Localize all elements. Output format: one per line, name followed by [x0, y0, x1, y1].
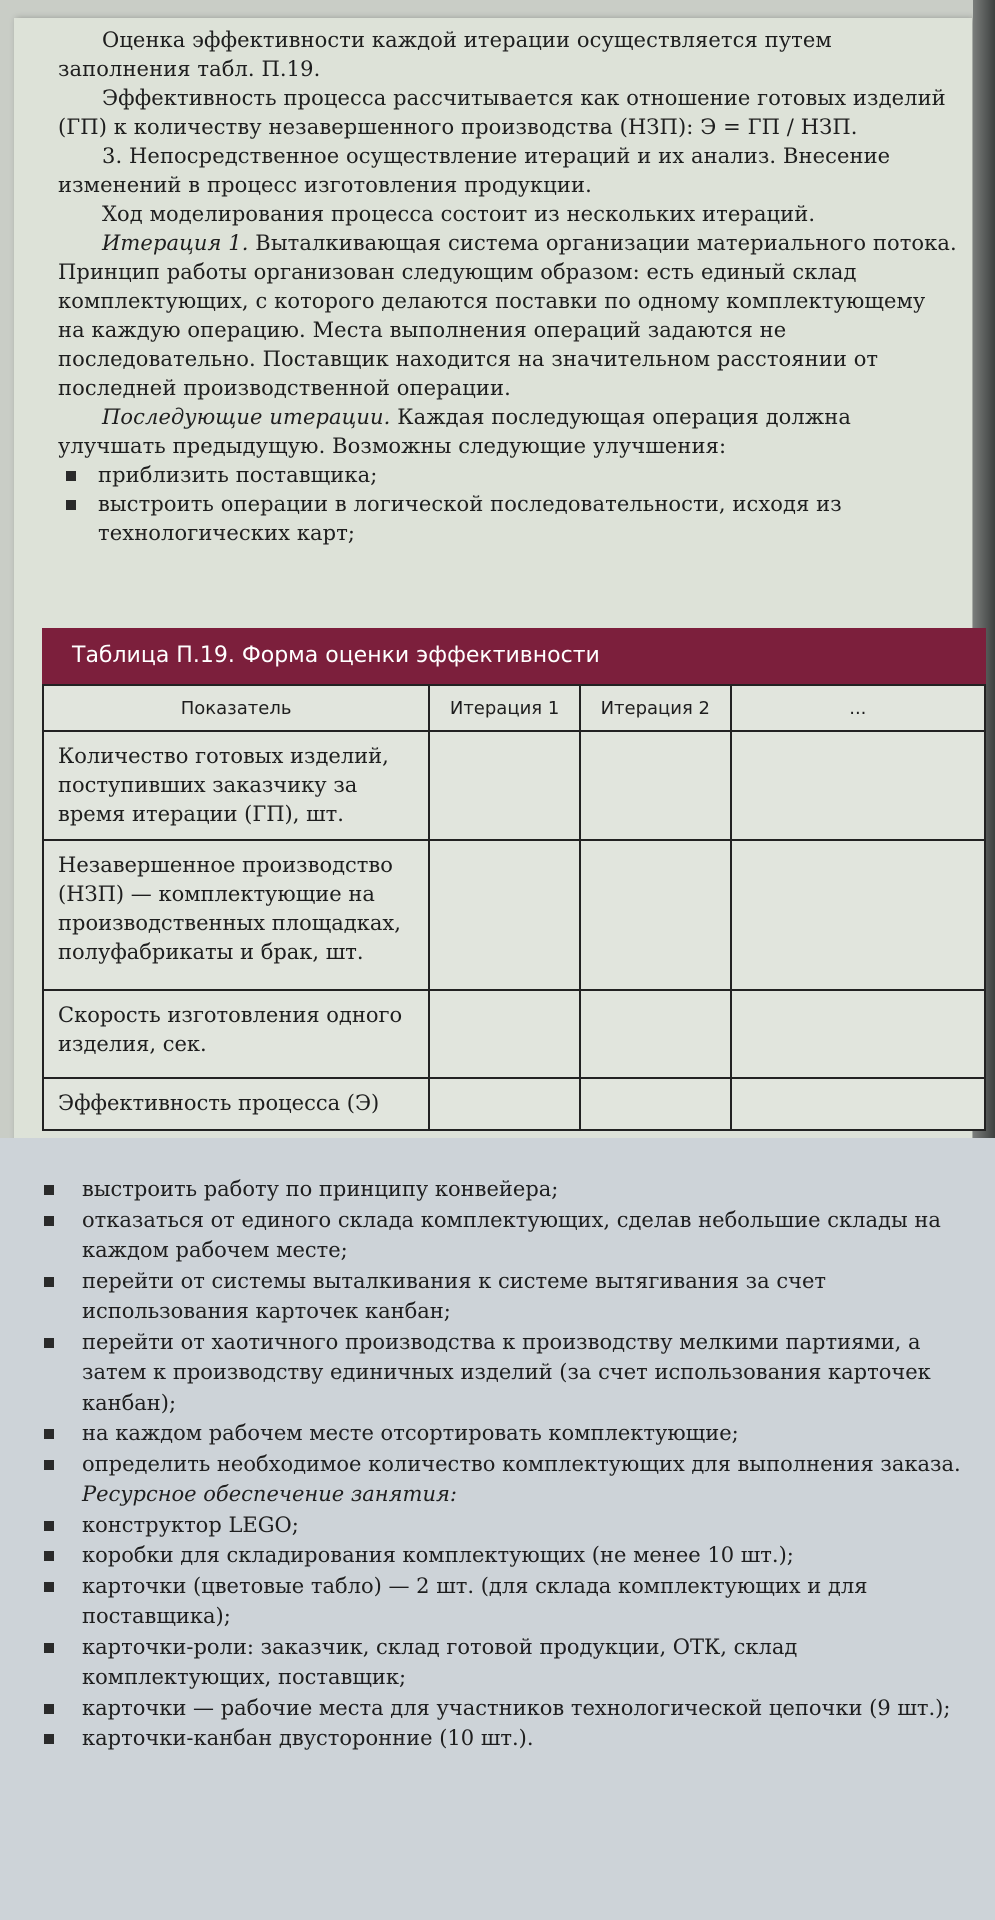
list-item: карточки-роли: заказчик, склад готовой продукции, ОТК, склад комплектующих, поставщик; — [38, 1632, 968, 1693]
list-item: выстроить работу по принципу конвейера; — [38, 1174, 968, 1205]
table-cell — [731, 990, 985, 1078]
list-item: перейти от хаотичного производства к производству мелкими партиями, а затем к производству единичных изделий (за счет использования карточек канбан); — [38, 1327, 968, 1419]
list-item: перейти от системы выталкивания к системе вытягивания за счет использования карточек канбан; — [38, 1266, 968, 1327]
row-label-wip: Незавершенное производство (НЗП) — комплектующие на производственных площадках, полуфабрикаты и брак, шт. — [43, 840, 429, 990]
list-item: коробки для складирования комплектующих (не менее 10 шт.); — [38, 1540, 968, 1571]
paragraph-step-3: 3. Непосредственное осуществление итераций и их анализ. Внесение изменений в процесс изготовления продукции. — [58, 144, 891, 197]
lower-text — [38, 1174, 968, 1754]
table-grid — [42, 684, 986, 1131]
next-iterations-text: Каждая последующая операция должна улучшать предыдущую. Возможны следующие улучшения: — [58, 405, 852, 458]
list-item: карточки (цветовые табло) — 2 шт. (для склада комплектующих и для поставщика); — [38, 1571, 968, 1632]
row-label-speed: Скорость изготовления одного изделия, сек. — [43, 990, 429, 1078]
upper-text — [58, 26, 958, 548]
table-row — [43, 1078, 985, 1130]
table-cell — [580, 840, 731, 990]
header-iteration-2: Итерация 2 — [580, 685, 731, 731]
list-item: карточки-канбан двусторонние (10 шт.). — [38, 1723, 968, 1754]
table-row — [43, 990, 985, 1078]
table-cell — [580, 731, 731, 840]
list-item: приблизить поставщика; — [58, 461, 958, 490]
header-indicator: Показатель — [43, 685, 429, 731]
efficiency-table — [42, 628, 986, 1134]
list-item: конструктор LEGO; — [38, 1510, 968, 1541]
list-item: на каждом рабочем месте отсортировать комплектующие; — [38, 1418, 968, 1449]
table-cell — [429, 731, 580, 840]
table-title: Таблица П.19. Форма оценки эффективности — [42, 628, 986, 684]
improvements-bullet-list — [38, 1174, 968, 1479]
header-iteration-1: Итерация 1 — [429, 685, 580, 731]
table-cell — [429, 1078, 580, 1130]
list-item: отказаться от единого склада комплектующих, сделав небольшие склады на каждом рабочем месте; — [38, 1205, 968, 1266]
row-label-process-efficiency: Эффективность процесса (Э) — [43, 1078, 429, 1130]
table-cell — [580, 1078, 731, 1130]
list-item: выстроить операции в логической последовательности, исходя из технологических карт; — [58, 490, 958, 548]
paragraph-next-iterations — [58, 403, 958, 461]
row-label-finished-goods: Количество готовых изделий, поступивших заказчику за время итерации (ГП), шт. — [43, 731, 429, 840]
table-header-row — [43, 685, 985, 731]
table-cell — [731, 731, 985, 840]
iteration-1-title: Итерация 1. — [102, 231, 249, 255]
next-iterations-title: Последующие итерации. — [102, 405, 391, 429]
resources-title: Ресурсное обеспечение занятия: — [82, 1482, 457, 1506]
table-cell — [731, 1078, 985, 1130]
upper-bullet-list — [58, 461, 958, 548]
iteration-1-text: Выталкивающая система организации материального потока. Принцип работы организован следующим образом: есть единый склад комплектующих, с которого делаются поставки по одному комплектующему на каждую операцию. Места выполнения операций задаются не последовательно. Поставщик находится на значительном расстоянии от последней производственной операции. — [58, 231, 957, 400]
list-item: определить необходимое количество комплектующих для выполнения заказа. — [38, 1449, 968, 1480]
header-more: ... — [731, 685, 985, 731]
resources-bullet-list — [38, 1510, 968, 1754]
paragraph-iterations-intro: Ход моделирования процесса состоит из нескольких итераций. — [102, 202, 816, 226]
list-item: карточки — рабочие места для участников технологической цепочки (9 шт.); — [38, 1693, 968, 1724]
paragraph-efficiency-formula: Эффективность процесса рассчитывается как отношение готовых изделий (ГП) к количеству незавершенного производства (НЗП): Э = ГП / НЗП. — [58, 86, 946, 139]
table-row — [43, 731, 985, 840]
table-cell — [731, 840, 985, 990]
table-cell — [429, 990, 580, 1078]
table-row — [43, 840, 985, 990]
paragraph-efficiency-eval: Оценка эффективности каждой итерации осуществляется путем заполнения табл. П.19. — [58, 28, 832, 81]
paragraph-iteration-1 — [58, 229, 958, 403]
table-cell — [429, 840, 580, 990]
table-cell — [580, 990, 731, 1078]
